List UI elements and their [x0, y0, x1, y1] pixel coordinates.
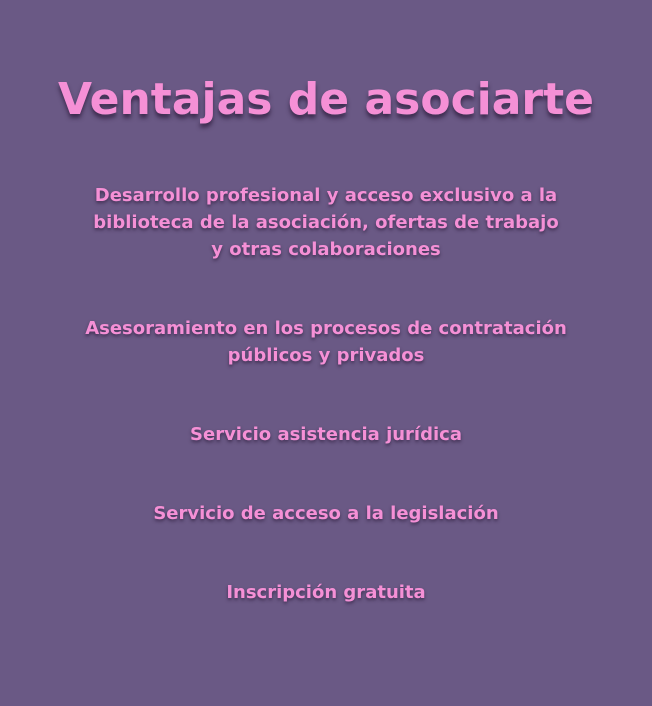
benefit-item-free-registration: Inscripción gratuita [226, 582, 426, 603]
benefit-item-legal-assistance: Servicio asistencia jurídica [190, 424, 462, 445]
benefit-item-professional-development [30, 182, 622, 263]
benefit-item-contracting-advice [30, 315, 622, 369]
benefit-line: y otras colaboraciones [211, 239, 441, 260]
benefit-line: públicos y privados [227, 345, 425, 366]
benefit-line: Desarrollo profesional y acceso exclusivo a la [94, 185, 558, 206]
benefit-line: Asesoramiento en los procesos de contratación [85, 318, 567, 339]
page-title: Ventajas de asociarte [57, 74, 594, 125]
benefit-item-legislation-access: Servicio de acceso a la legislación [153, 503, 499, 524]
benefit-line: biblioteca de la asociación, ofertas de trabajo [93, 212, 559, 233]
